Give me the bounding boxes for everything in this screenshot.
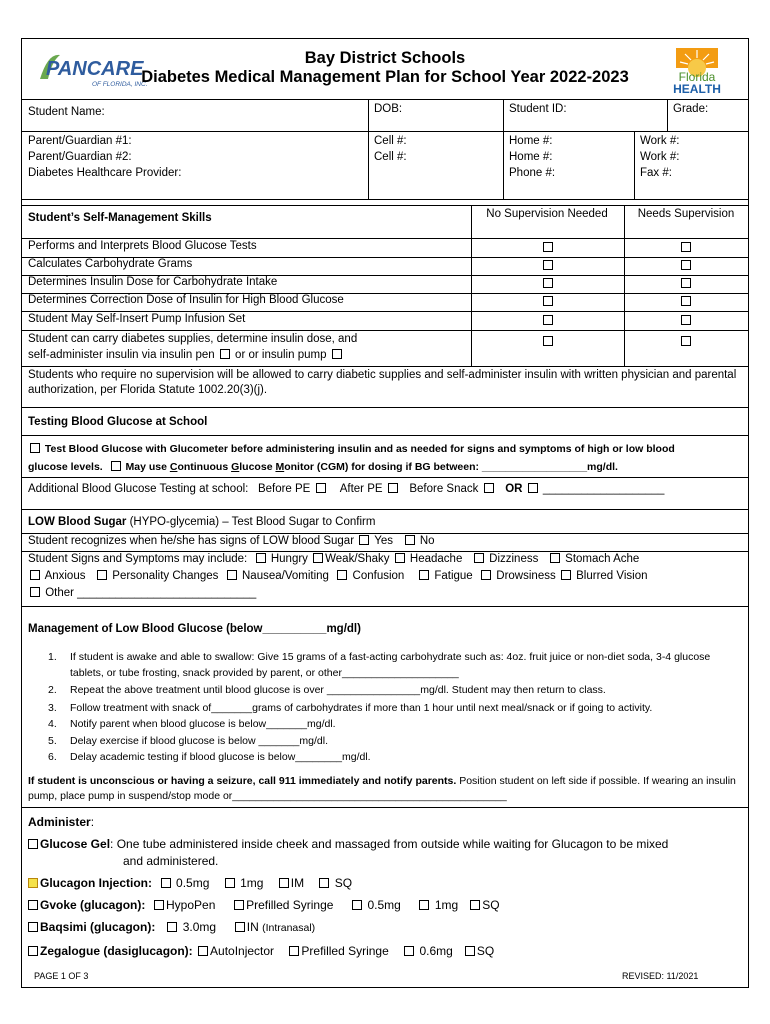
route-checkbox[interactable]: [319, 878, 329, 888]
administer-label: Administer: [28, 815, 91, 829]
zegalogue-label: Zegalogue (dasiglucagon):: [40, 944, 193, 958]
seizure-rest: Position student on left side if possible. If wearing an insulin pump, place pump in suspend/stop mode or_______________________________________________: [28, 775, 736, 802]
cgm-post: onitor (CGM) for dosing if BG between: __________________mg/dl.: [284, 461, 618, 473]
needs-supervision-checkbox[interactable]: [681, 315, 691, 325]
symptoms-row-2: [28, 570, 648, 582]
step-text: If student is awake and able to swallow: Give 15 grams of a fast-acting carbohydrate such as: 4oz. fruit juice or non-diet soda, 3-4 glucose tablets, or tube frosting, snack provided by parent, or other____________________: [70, 651, 711, 679]
no-supervision-checkbox[interactable]: [543, 278, 553, 288]
no-supervision-checkbox[interactable]: [543, 336, 553, 346]
skill-row: Student May Self-Insert Pump Infusion Set: [28, 313, 246, 325]
symptom-label: Fatigue: [434, 570, 473, 582]
dose-checkbox[interactable]: [225, 878, 235, 888]
list-item: [48, 734, 738, 750]
symptom-label: Personality Changes: [112, 570, 219, 582]
cgm-checkbox[interactable]: [111, 461, 121, 471]
dob-field[interactable]: DOB:: [374, 103, 403, 115]
low-heading-bold: LOW Blood Sugar: [28, 516, 127, 528]
dose-label: 0.5mg: [367, 898, 401, 912]
no-supervision-checkbox[interactable]: [543, 242, 553, 252]
management-heading: Management of Low Blood Glucose (below__________mg/dl): [28, 623, 361, 635]
cell1-field[interactable]: Cell #:: [374, 135, 407, 147]
glucometer-checkbox[interactable]: [30, 443, 40, 453]
or-label: OR: [505, 483, 523, 495]
glucose-gel-text: : One tube administered inside cheek and massaged from outside while waiting for Glucagon to be mixed: [110, 837, 669, 851]
list-item: [48, 683, 738, 699]
health-text: HEALTH: [673, 82, 721, 94]
florida-text: Florida: [678, 70, 716, 84]
baqsimi-row: [28, 920, 315, 934]
glucose-gel-label: Glucose Gel: [40, 837, 111, 851]
dose-label: 1mg: [434, 898, 459, 912]
no-supervision-checkbox[interactable]: [543, 315, 553, 325]
cgm-g: G: [231, 461, 240, 473]
zegalogue-row: [28, 944, 494, 958]
symptom-checkbox[interactable]: [395, 553, 405, 563]
additional-label: Additional Blood Glucose Testing at school:: [28, 483, 249, 495]
pancare-logo-subtext: OF FLORIDA, INC.: [92, 81, 148, 88]
device-label: Prefilled Syringe: [301, 944, 389, 958]
home2-field[interactable]: Home #:: [509, 151, 553, 163]
recognizes-row: [28, 535, 435, 547]
seizure-bold: If student is unconscious or having a seizure, call 911 immediately and notify parents.: [28, 775, 457, 787]
phone-field[interactable]: Phone #:: [509, 167, 556, 179]
device-checkbox[interactable]: [234, 900, 244, 910]
symptom-label: Drowsiness: [496, 570, 556, 582]
route-checkbox[interactable]: [465, 946, 475, 956]
step-text: Delay exercise if blood glucose is below _______mg/dl.: [70, 734, 328, 747]
work1-field[interactable]: Work #:: [640, 135, 680, 147]
symptom-label: Weak/Shaky: [325, 553, 390, 565]
skill-row: Determines Correction Dose of Insulin for High Blood Glucose: [28, 294, 344, 306]
recognizes-text: Student recognizes when he/she has signs of LOW blood Sugar: [28, 535, 355, 547]
pump-checkbox[interactable]: [332, 349, 342, 359]
symptoms-row-1: [28, 553, 639, 565]
step-text: Notify parent when blood glucose is below_______mg/dl.: [70, 718, 336, 730]
signs-label: Student Signs and Symptoms may include:: [28, 553, 248, 565]
dose-checkbox[interactable]: [161, 878, 171, 888]
testing-heading: Testing Blood Glucose at School: [28, 416, 208, 428]
parent1-field[interactable]: Parent/Guardian #1:: [28, 135, 132, 147]
carry-pump-label: or insulin pump: [248, 349, 327, 361]
glucose-gel-row: [28, 837, 668, 851]
symptom-label: Nausea/Vomiting: [242, 570, 329, 582]
testing-instructions: [28, 440, 744, 476]
no-supervision-header: No Supervision Needed: [486, 208, 608, 220]
form-page: [21, 38, 749, 988]
pancare-logo-text: PANCARE: [46, 58, 144, 80]
device-label: Prefilled Syringe: [246, 898, 334, 912]
glucagon-checkbox[interactable]: [28, 878, 38, 888]
or-blank[interactable]: ___________________: [542, 483, 665, 495]
student-id-field[interactable]: Student ID:: [509, 103, 567, 115]
before-pe-checkbox[interactable]: [316, 483, 326, 493]
needs-supervision-checkbox[interactable]: [681, 336, 691, 346]
symptom-checkbox[interactable]: [227, 570, 237, 580]
needs-supervision-checkbox[interactable]: [681, 278, 691, 288]
before-snack-label: Before Snack: [409, 483, 479, 495]
baqsimi-checkbox[interactable]: [28, 922, 38, 932]
zegalogue-checkbox[interactable]: [28, 946, 38, 956]
low-heading: [28, 516, 375, 528]
grade-field[interactable]: Grade:: [673, 103, 709, 115]
org-title: Bay District Schools: [304, 49, 466, 67]
symptom-checkbox[interactable]: [337, 570, 347, 580]
step-number: 1.: [48, 651, 57, 663]
symptom-label: Confusion: [352, 570, 405, 582]
additional-testing-row: [28, 483, 664, 495]
cgm-c: C: [169, 461, 178, 473]
symptom-label: Blurred Vision: [576, 570, 648, 582]
symptom-checkbox[interactable]: [313, 553, 323, 563]
dose-checkbox[interactable]: [167, 922, 177, 932]
route-label: IN: [246, 920, 259, 934]
yes-label: Yes: [374, 535, 394, 547]
intranasal-note: (Intranasal): [262, 922, 316, 934]
work2-field[interactable]: Work #:: [640, 151, 680, 163]
device-label: AutoInjector: [210, 944, 275, 958]
symptom-checkbox[interactable]: [30, 570, 40, 580]
dose-checkbox[interactable]: [419, 900, 429, 910]
symptom-checkbox[interactable]: [256, 553, 266, 563]
yes-checkbox[interactable]: [359, 535, 369, 545]
administer-heading: Administer:: [28, 815, 95, 829]
dose-label: 0.5mg: [176, 876, 210, 890]
plan-title: Diabetes Medical Management Plan for School Year 2022-2023: [141, 68, 629, 86]
glucagon-row: [28, 876, 352, 890]
other-symptom-row: [28, 587, 256, 599]
device-checkbox[interactable]: [198, 946, 208, 956]
after-pe-checkbox[interactable]: [388, 483, 398, 493]
management-steps: [48, 650, 738, 766]
glucose-gel-checkbox[interactable]: [28, 839, 38, 849]
other-checkbox[interactable]: [30, 587, 40, 597]
before-pe-label: Before PE: [257, 483, 311, 495]
revised-date: REVISED: 11/2021: [622, 971, 699, 981]
symptom-label: Headache: [409, 553, 463, 565]
home1-field[interactable]: Home #:: [509, 135, 553, 147]
list-item: [48, 701, 738, 717]
step-text: Repeat the above treatment until blood glucose is over ________________mg/dl. Student may then return to class.: [70, 684, 606, 696]
step-number: 6.: [48, 751, 57, 763]
list-item: [48, 650, 738, 681]
cgm-text: [125, 461, 617, 473]
glucagon-label: Glucagon Injection:: [40, 876, 153, 890]
symptom-checkbox[interactable]: [561, 570, 571, 580]
step-text: Delay academic testing if blood glucose is below________mg/dl.: [70, 751, 371, 763]
before-snack-checkbox[interactable]: [484, 483, 494, 493]
dose-label: 1mg: [240, 876, 264, 890]
no-supervision-checkbox[interactable]: [543, 260, 553, 270]
step-number: 5.: [48, 734, 57, 747]
device-checkbox[interactable]: [289, 946, 299, 956]
route-checkbox[interactable]: [279, 878, 289, 888]
symptom-checkbox[interactable]: [97, 570, 107, 580]
symptom-label: Anxious: [44, 570, 86, 582]
dose-checkbox[interactable]: [404, 946, 414, 956]
symptom-label: Dizziness: [489, 553, 539, 565]
after-pe-label: After PE: [339, 483, 383, 495]
skill-row: Determines Insulin Dose for Carbohydrate Intake: [28, 276, 278, 288]
device-label: HypoPen: [166, 898, 216, 912]
glucose-gel-text2: and administered.: [123, 854, 219, 868]
carry-pen-label: self-administer insulin via insulin pen: [28, 349, 215, 361]
no-checkbox[interactable]: [405, 535, 415, 545]
symptom-label: Stomach Ache: [565, 553, 640, 565]
step-text: Follow treatment with snack of_______grams of carbohydrates if more than 1 hour until next meal/snack or if going to activity.: [70, 701, 653, 714]
symptom-label: Hungry: [270, 553, 308, 565]
needs-supervision-checkbox[interactable]: [681, 242, 691, 252]
device-checkbox[interactable]: [154, 900, 164, 910]
step-number: 4.: [48, 718, 57, 730]
symptom-checkbox[interactable]: [481, 570, 491, 580]
skill-row: Performs and Interprets Blood Glucose Tests: [28, 240, 257, 252]
carry-line1: Student can carry diabetes supplies, determine insulin dose, and: [28, 333, 358, 345]
page-number: PAGE 1 OF 3: [34, 971, 89, 981]
route-label: SQ: [334, 876, 353, 890]
dose-label: 0.6mg: [419, 944, 453, 958]
baqsimi-label: Baqsimi (glucagon):: [40, 920, 156, 934]
route-label: SQ: [482, 898, 500, 912]
symptom-checkbox[interactable]: [474, 553, 484, 563]
cgm-text-pre: May use: [125, 461, 170, 473]
pen-checkbox[interactable]: [220, 349, 230, 359]
carry-line2: self-administer insulin via insulin pen or or insulin pump: [28, 349, 344, 361]
symptom-checkbox[interactable]: [550, 553, 560, 563]
gvoke-row: [28, 898, 500, 912]
gvoke-checkbox[interactable]: [28, 900, 38, 910]
no-supervision-checkbox[interactable]: [543, 296, 553, 306]
provider-field[interactable]: Diabetes Healthcare Provider:: [28, 167, 182, 179]
fax-field[interactable]: Fax #:: [640, 167, 672, 179]
route-label: SQ: [476, 944, 495, 958]
skills-heading: Student’s Self-Management Skills: [28, 212, 212, 224]
glucometer-text: Test Blood Glucose with Glucometer before administering insulin and as needed for signs and symptoms of high or low blood: [44, 443, 675, 455]
low-heading-rest: (HYPO-glycemia) – Test Blood Sugar to Confirm: [126, 516, 376, 528]
gvoke-label: Gvoke (glucagon):: [40, 898, 146, 912]
list-item: [48, 717, 738, 733]
cgm-lucose: lucose: [239, 461, 276, 473]
seizure-note: [28, 774, 744, 804]
step-number: 3.: [48, 701, 57, 714]
or-checkbox[interactable]: [528, 483, 538, 493]
skill-row: Calculates Carbohydrate Grams: [28, 258, 193, 270]
student-name-field[interactable]: Student Name:: [28, 106, 105, 118]
no-label: No: [419, 535, 435, 547]
dose-checkbox[interactable]: [352, 900, 362, 910]
route-checkbox[interactable]: [470, 900, 480, 910]
cgm-m: M: [275, 461, 285, 473]
dose-label: 3.0mg: [182, 920, 217, 934]
list-item: [48, 750, 738, 766]
cgm-ontinuous: ontinuous: [177, 461, 232, 473]
needs-supervision-checkbox[interactable]: [681, 296, 691, 306]
parent2-field[interactable]: Parent/Guardian #2:: [28, 151, 132, 163]
symptom-checkbox[interactable]: [419, 570, 429, 580]
step-number: 2.: [48, 684, 57, 696]
needs-supervision-checkbox[interactable]: [681, 260, 691, 270]
route-checkbox[interactable]: [235, 922, 245, 932]
other-field[interactable]: Other ____________________________: [45, 587, 257, 599]
route-label: IM: [290, 876, 305, 890]
supervision-note: Students who require no supervision will be allowed to carry diabetic supplies and self-administer insulin with written physician and parental authorization, per Florida Statute 1002.20(3)(j).: [28, 369, 737, 396]
glucose-levels-text: glucose levels.: [28, 461, 103, 473]
cell2-field[interactable]: Cell #:: [374, 151, 407, 163]
needs-supervision-header: Needs Supervision: [637, 208, 735, 220]
